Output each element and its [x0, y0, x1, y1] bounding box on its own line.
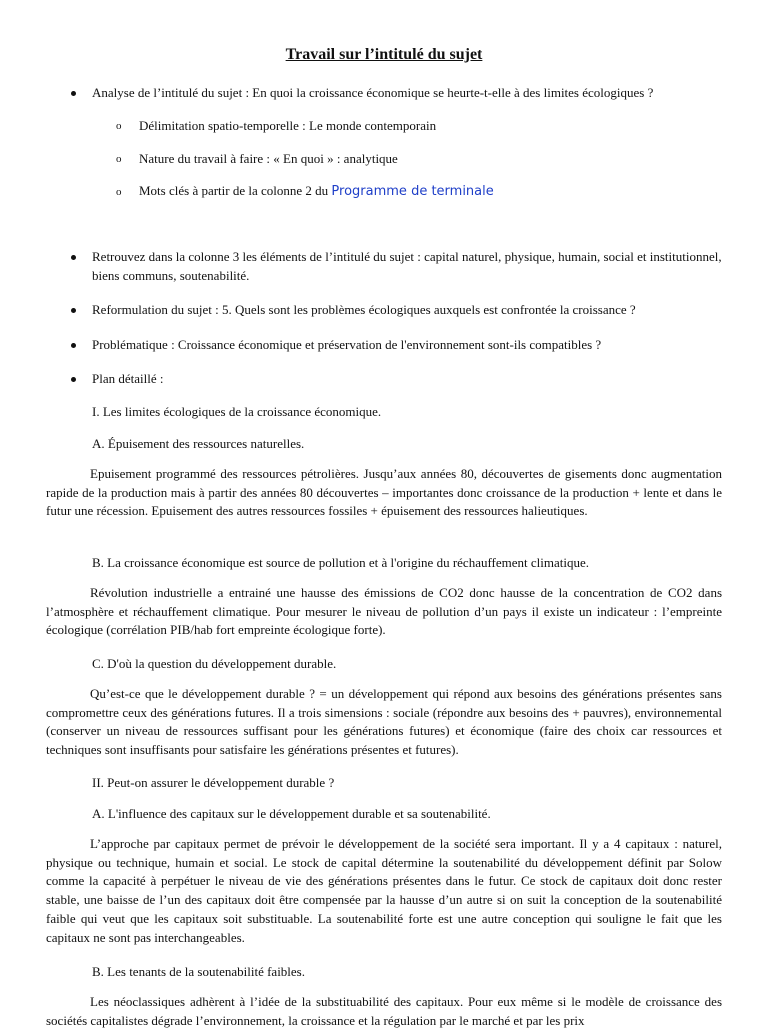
plan-paragraph-ia: Epuisement programmé des ressources pétrolières. Jusqu’aux années 80, découvertes de gisements donc augmentation rapide de la production mais à partir des années 80 découvertes – importantes donc croissance de la production + lente et dans le futur une récession. Epuisement des autres ressources fossiles + épuisement des ressources halieutiques.: [46, 466, 722, 519]
sub-bullet-marker: o: [116, 186, 122, 198]
document-title: Travail sur l’intitulé du sujet: [285, 46, 483, 63]
plan-paragraph-iib: Les néoclassiques adhèrent à l’idée de la substituabilité des capitaux. Pour eux même si le modèle de croissance des sociétés capitalistes dégrade l’environnement, la croissance et la régulation par le marché et par les prix: [46, 994, 722, 1028]
plan-heading-ic: C. D'où la question du développement durable.: [92, 656, 337, 671]
programme-link[interactable]: Programme de terminale: [331, 184, 494, 199]
bullet-reformulation: Reformulation du sujet : 5. Quels sont les problèmes écologiques auxquels est confrontée la croissance ?: [92, 302, 636, 317]
sub-bullet-marker: o: [116, 153, 122, 165]
bullet-dot: [71, 308, 76, 313]
bullet-dot: [71, 343, 76, 348]
sub-bullet-keywords: [139, 182, 494, 201]
sub-bullet-marker: o: [116, 120, 122, 132]
plan-heading-ib: B. La croissance économique est source de pollution et à l'origine du réchauffement climatique.: [92, 555, 590, 570]
bullet-dot: [71, 377, 76, 382]
plan-heading-iib: B. Les tenants de la soutenabilité faibles.: [92, 964, 305, 979]
bullet-dot: [71, 91, 76, 96]
plan-heading-i: I. Les limites écologiques de la croissance économique.: [92, 404, 382, 419]
plan-paragraph-iia: L’approche par capitaux permet de prévoir le développement de la société sera important. Il y a 4 capitaux : naturel, physique ou technique, humain et social. Le stock de capital détermine la soutenabilité du développement définit par Solow comme la capacité à perpétuer le niveau de vie des générations présentes dans le futur. Ce stock de capitaux doit donc rester stable, une baisse de l’un des capitaux doit être compensée par la hausse d’un autre si on suit la conception de la soutenabilité faible qui veut que les capitaux soit substituable. La soutenabilité forte est une autre conception qui souligne le fait que les capitaux ne sont pas interchangeables.: [46, 836, 722, 945]
plan-paragraph-ib: Révolution industrielle a entrainé une hausse des émissions de CO2 donc hausse de la concentration de CO2 dans l’atmosphère et réchauffement climatique. Pour mesurer le niveau de pollution d’un pays il existe un indicateur : l’empreinte écologique (corrélation PIB/hab fort empreinte écologique forte).: [46, 585, 722, 638]
bullet-subject-analysis: Analyse de l’intitulé du sujet : En quoi la croissance économique se heurte-t-elle à des limites écologiques ?: [92, 85, 654, 100]
bullet-plan: Plan détaillé :: [92, 371, 164, 386]
bullet-dot: [71, 255, 76, 260]
keywords-text: Mots clés à partir de la colonne 2 du: [139, 183, 332, 198]
sub-bullet-delimitation: Délimitation spatio-temporelle : Le monde contemporain: [139, 118, 437, 133]
bullet-problematique: Problématique : Croissance économique et préservation de l'environnement sont-ils compatibles ?: [92, 337, 602, 352]
plan-heading-iia: A. L'influence des capitaux sur le développement durable et sa soutenabilité.: [92, 806, 491, 821]
bullet-column-elements: Retrouvez dans la colonne 3 les éléments de l’intitulé du sujet : capital naturel, physique, humain, social et institutionnel, biens communs, soutenabilité.: [92, 249, 722, 283]
plan-heading-ii: II. Peut-on assurer le développement durable ?: [92, 775, 335, 790]
plan-heading-ia: A. Épuisement des ressources naturelles.: [92, 436, 305, 451]
sub-bullet-nature: Nature du travail à faire : « En quoi » : analytique: [139, 151, 398, 166]
plan-paragraph-ic: Qu’est-ce que le développement durable ? = un développement qui répond aux besoins des générations présentes sans compromettre ceux des générations futures. Il a trois simensions : sociale (répondre aux besoins des + pauvres), environnemental (conserver un niveau de ressources suffisant pour les générations futures) et économique (faire des choix car ressources et techniques sont insuffisants pour satisfaire les générations présentes et futures).: [46, 686, 722, 758]
